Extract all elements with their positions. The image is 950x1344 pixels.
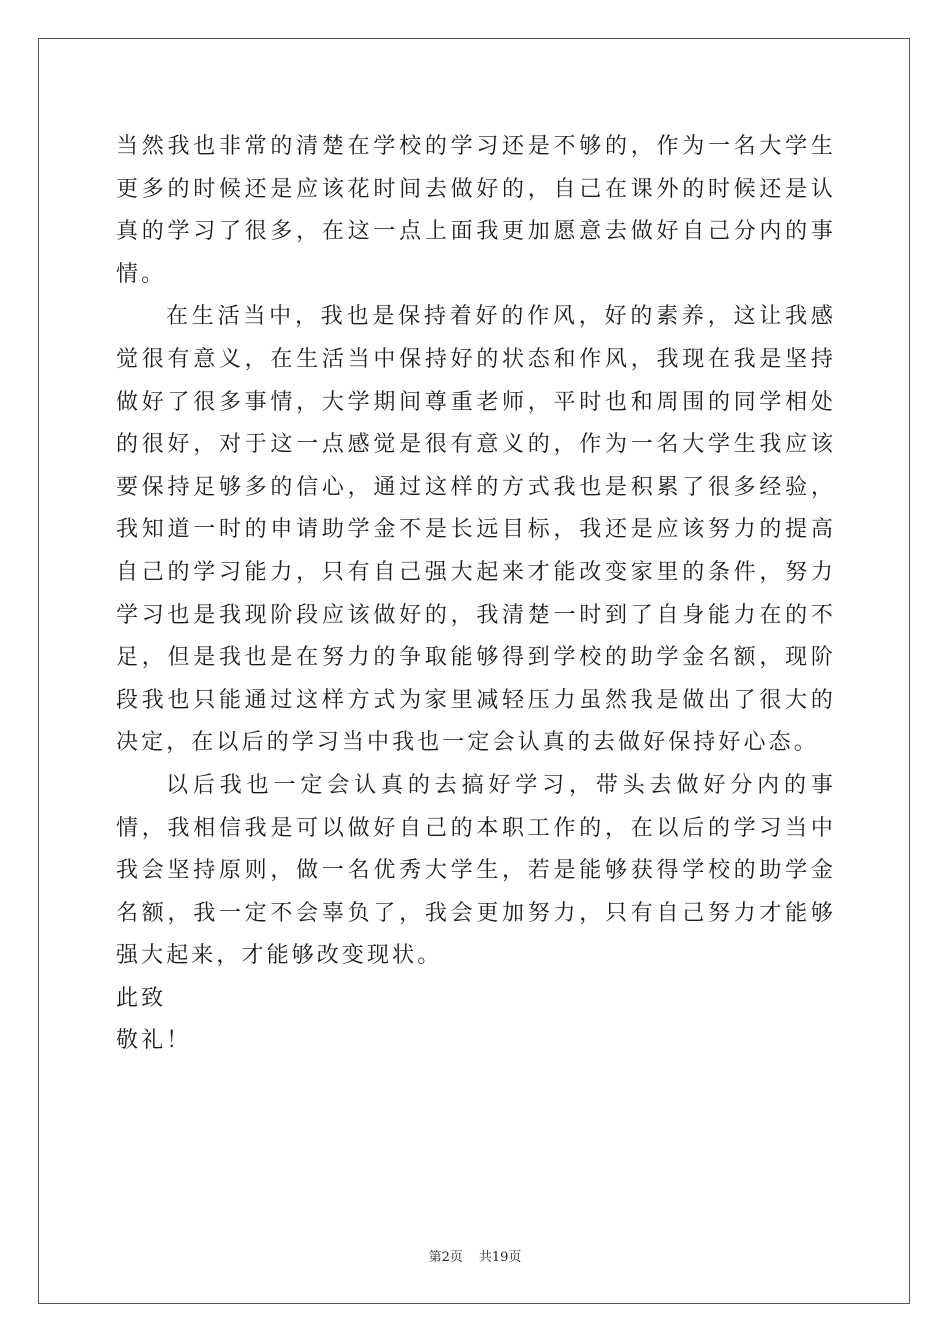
page-number: 第2页 — [428, 1250, 463, 1265]
paragraph-1: 当然我也非常的清楚在学校的学习还是不够的，作为一名大学生更多的时候还是应该花时间去做好的，自己在课外的时候还是认真的学习了很多，在这一点上面我更加愿意去做好自己分内的事情。 — [116, 134, 836, 287]
page-total: 共19页 — [478, 1250, 522, 1265]
closing-regards: 敬礼！ — [116, 1028, 192, 1054]
page-footer — [0, 1246, 950, 1265]
closing-salutation: 此致 — [116, 985, 167, 1011]
paragraph-3: 以后我也一定会认真的去搞好学习，带头去做好分内的事情，我相信我是可以做好自己的本职工作的，在以后的学习当中我会坚持原则，做一名优秀大学生，若是能够获得学校的助学金名额，我一定不会辜负了，我会更加努力，只有自己努力才能够强大起来，才能够改变现状。 — [116, 772, 836, 969]
paragraph-2: 在生活当中，我也是保持着好的作风，好的素养，这让我感觉很有意义，在生活当中保持好的状态和作风，我现在我是坚持做好了很多事情，大学期间尊重老师，平时也和周围的同学相处的很好，对于这一点感觉是很有意义的，作为一名大学生我应该要保持足够多的信心，通过这样的方式我也是积累了很多经验，我知道一时的申请助学金不是长远目标，我还是应该努力的提高自己的学习能力，只有自己强大起来才能改变家里的条件，努力学习也是我现阶段应该做好的，我清楚一时到了自身能力在的不足，但是我也是在努力的争取能够得到学校的助学金名额，现阶段我也只能通过这样方式为家里减轻压力虽然我是做出了很大的决定，在以后的学习当中我也一定会认真的去做好保持好心态。 — [116, 304, 836, 756]
letter-body — [116, 126, 836, 1063]
